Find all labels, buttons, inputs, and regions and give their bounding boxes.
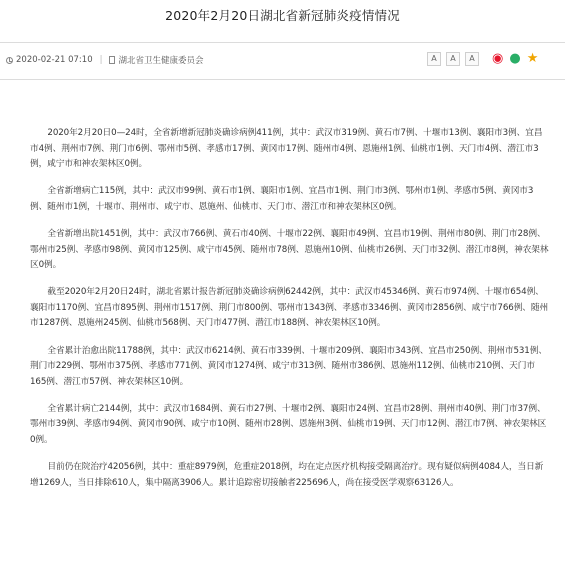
publish-date: 2020-02-21 07:10 bbox=[16, 55, 93, 65]
share-buttons bbox=[492, 51, 538, 67]
star-icon[interactable]: ★ bbox=[526, 51, 539, 66]
font-medium-button[interactable]: A bbox=[446, 52, 460, 66]
meta-separator: | bbox=[99, 55, 103, 65]
paragraph-new-discharged: 全省新增出院1451例，其中：武汉市766例、黄石市40例、十堰市22例、襄阳市49例、宜昌市19例、荆州市80例、荆门市28例、鄂州市25例、孝感市98例、黄冈市125例、咸宁市45例、随州市78例、恩施州10例、仙桃市26例、天门市32例、潜江市8例，神农架林区0例。 bbox=[30, 228, 549, 271]
article-source: 湖北省卫生健康委员会 bbox=[118, 56, 204, 66]
font-large-button[interactable]: A bbox=[427, 52, 441, 66]
paragraph-current-status: 目前仍在院治疗42056例，其中：重症8979例，危重症2018例，均在定点医疗机构接受隔离治疗。现有疑似病例4084人，当日新增1269人，当日排除610人，集中隔离3906人。累计追踪密切接触者225696人，尚在接受医学观察63126人。 bbox=[30, 462, 544, 488]
article-title: 2020年2月20日湖北省新冠肺炎疫情情况 bbox=[165, 8, 400, 23]
paragraph-total-discharged: 全省累计治愈出院11788例，其中：武汉市6214例、黄石市339例、十堰市209例、襄阳市343例、宜昌市250例、荆州市531例、荆门市229例、鄂州市375例、孝感市771例、黄冈市1274例、咸宁市313例、随州市386例、恩施州112例、仙桃市210例、天门市165例、潜江市57例、神农架林区10例。 bbox=[30, 345, 547, 387]
paragraph-new-confirmed: 2020年2月20日0—24时，全省新增新冠肺炎确诊病例411例，其中：武汉市319例、黄石市7例、十堰市13例、襄阳市3例、宜昌市4例、荆州市7例、荆门市6例、鄂州市5例、孝感市17例、黄冈市17例、随州市4例、恩施州1例、仙桃市1例、天门市4例、潜江市3例，咸宁市和神农架林区0例。 bbox=[30, 128, 543, 170]
font-size-controls bbox=[427, 52, 479, 66]
paragraph-total-confirmed: 截至2020年2月20日24时，湖北省累计报告新冠肺炎确诊病例62442例，其中：武汉市45346例、黄石市974例、十堰市654例、襄阳市1170例、宜昌市895例、荆州市1517例、荆门市800例、鄂州市1343例、孝感市3346例、黄冈市2856例、咸宁市766例、随州市1287例、恩施州245例、仙桃市568例、天门市477例、潜江市188例、神农架林区10例。 bbox=[30, 287, 549, 329]
paragraph-total-deaths: 全省累计病亡2144例，其中：武汉市1684例、黄石市27例、十堰市2例、襄阳市24例、宜昌市28例、荆州市40例、荆门市37例、鄂州市39例、孝感市94例、黄冈市90例、咸宁市10例、随州市28例、恩施州3例、仙桃市19例、天门市12例、潜江市7例、神农架林区0例。 bbox=[30, 403, 547, 445]
article-meta-bar bbox=[0, 42, 565, 80]
paragraph-new-deaths: 全省新增病亡115例，其中：武汉市99例、黄石市1例、襄阳市1例、宜昌市1例、荆门市3例、鄂州市1例、孝感市5例、黄冈市3例、随州市1例，十堰市、荆州市、咸宁市、恩施州、仙桃市、天门市、潜江市和神农架林区0例。 bbox=[30, 186, 534, 212]
font-small-button[interactable]: A bbox=[465, 52, 479, 66]
document-icon bbox=[109, 56, 115, 64]
article-body bbox=[30, 126, 550, 503]
clock-icon bbox=[6, 57, 13, 64]
weibo-icon[interactable]: ◉ bbox=[492, 51, 504, 66]
wechat-icon[interactable]: ● bbox=[509, 51, 521, 66]
article-meta bbox=[6, 54, 204, 66]
